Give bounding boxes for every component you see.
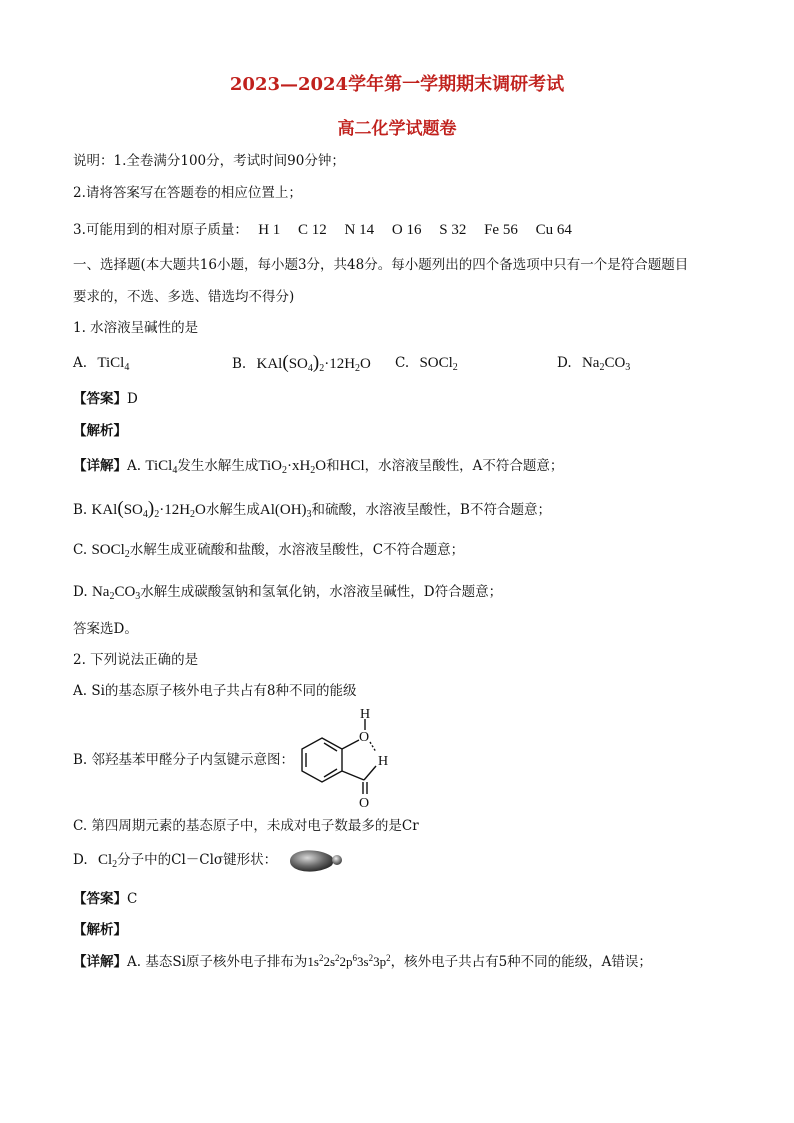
q1-analysis-label: 【解析】: [73, 423, 127, 439]
atomic-masses: [258, 222, 572, 238]
sigma-bond-shape: [287, 846, 347, 876]
q2-option-a: A. Si的基态原子核外电子共占有8种不同的能级: [73, 683, 357, 699]
instruction-3-label: 3.可能用到的相对原子质量：: [73, 222, 248, 238]
q1-explanation-a: 【详解】A. TiCl$_4$发生水解生成$TiO_2\cdot xH_2O$和HCl，水溶液呈酸性，A不符合题意；: [73, 458, 564, 476]
exam-title: 2023—2024学年第一学期期末调研考试: [229, 74, 565, 95]
hydrogen-bond: [370, 742, 376, 752]
small-lobe: [332, 855, 342, 865]
q2-analysis-label: 【解析】: [73, 922, 127, 938]
q2-stem: 2. 下列说法正确的是: [73, 652, 199, 668]
q2-option-b: B. 邻羟基苯甲醛分子内氢键示意图：: [73, 752, 295, 768]
q1-stem: 1. 水溶液呈碱性的是: [73, 320, 199, 336]
q2-option-d: D. $Cl_2$分子中的Cl－Clσ键形状：: [73, 852, 278, 870]
instruction-2: 2.请将答案写在答题卷的相应位置上；: [73, 185, 302, 201]
diagram-h-aldehyde: H: [378, 754, 389, 769]
benzene-ring: [302, 738, 342, 782]
c-o-bond: [342, 740, 359, 749]
q1-explanation-b: B. $KAl(SO_4)_2\cdot 12H_2O$水解生成$Al(OH)_3$和硫酸，水溶液呈酸性，B不符合题意；: [73, 498, 551, 520]
q1-answer: 【答案】D: [73, 391, 138, 407]
mass-h: H 1: [258, 222, 281, 238]
mass-s: S 32: [439, 222, 467, 238]
mass-n: N 14: [344, 222, 375, 238]
q1-explanation-d: D. $Na_2CO_3$水解生成碳酸氢钠和氢氧化钠，水溶液呈碱性，D符合题意；: [73, 584, 503, 602]
q2-answer: 【答案】C: [73, 891, 138, 907]
q1-options: [73, 354, 733, 376]
mass-fe: Fe 56: [484, 222, 518, 238]
q2-option-c: C. 第四周期元素的基态原子中，未成对电子数最多的是Cr: [73, 818, 419, 834]
diagram-h-top: H: [360, 707, 371, 722]
q1-explanation-c: C. SOCl$_2$水解生成亚硫酸和盐酸，水溶液呈酸性，C不符合题意；: [73, 542, 465, 560]
q1-option-a: A. TiCl$_4$: [73, 355, 130, 373]
section-heading-line2: 要求的，不选、多选、错选均不得分): [73, 289, 295, 305]
instruction-3: [73, 221, 572, 239]
instruction-1: 说明：1.全卷满分100分，考试时间90分钟；: [73, 153, 345, 169]
large-lobe: [290, 850, 333, 871]
section-heading-line1: 一、选择题(本大题共16小题，每小题3分，共48分。每小题列出的四个备选项中只有一个是符合题题目: [73, 257, 689, 273]
q1-option-c: C. SOCl$_2$: [395, 355, 458, 373]
q1-option-d: D. $Na_2CO_3$: [557, 355, 631, 373]
mass-cu: Cu 64: [535, 222, 572, 238]
mass-o: O 16: [391, 222, 422, 238]
q2-explanation-a: 【详解】A. 基态Si原子核外电子排布为$1s^22s^22p^63s^23p^2$，核外电子共占有5种不同的能级，A错误；: [73, 953, 652, 970]
salicylaldehyde-hbond-diagram: [296, 706, 406, 810]
diagram-o-carbonyl: O: [359, 796, 370, 810]
diagram-o-hydroxyl: O: [359, 730, 370, 745]
c-cho-bond: [342, 771, 364, 780]
mass-c: C 12: [298, 222, 327, 238]
q1-option-b: B. $KAl(SO_4)_2\cdot 12H_2O$: [232, 352, 371, 374]
q1-conclusion: 答案选D。: [73, 621, 138, 637]
exam-subtitle: 高二化学试题卷: [337, 119, 457, 139]
